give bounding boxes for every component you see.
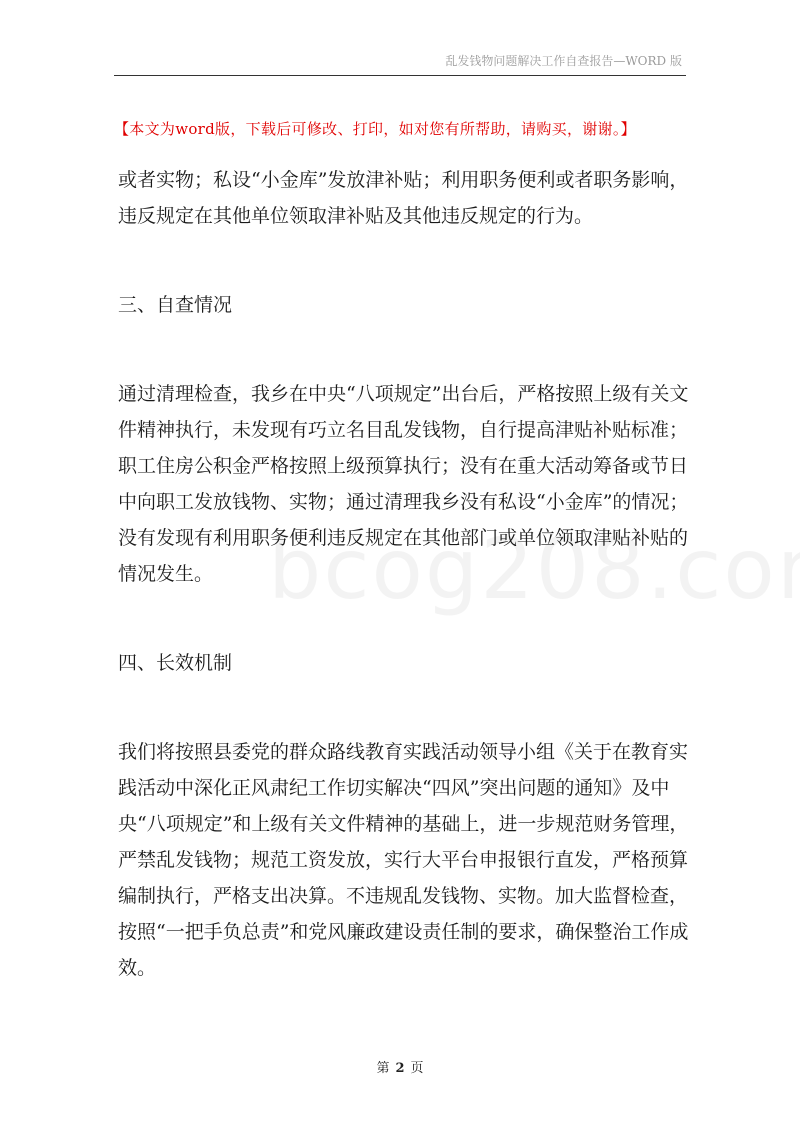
running-header: 乱发钱物问题解决工作自查报告—WORD 版 bbox=[445, 54, 682, 68]
document-body bbox=[118, 162, 690, 986]
header-divider bbox=[114, 75, 686, 76]
page-footer bbox=[0, 1057, 800, 1076]
paragraph-continuation: 或者实物；私设“小金库”发放津补贴；利用职务便利或者职务影响，违反规定在其他单位领取津补贴及其他违反规定的行为。 bbox=[118, 169, 689, 227]
page-suffix: 页 bbox=[410, 1061, 424, 1076]
page-number: 2 bbox=[395, 1061, 405, 1076]
section-heading-self-inspection: 三、自查情况 bbox=[118, 294, 233, 316]
page-prefix: 第 bbox=[376, 1061, 390, 1076]
section-heading-long-term-mechanism: 四、长效机制 bbox=[118, 652, 233, 674]
paragraph-self-inspection: 通过清理检查，我乡在中央“八项规定”出台后，严格按照上级有关文件精神执行，未发现有巧立名目乱发钱物，自行提高津贴补贴标准；职工住房公积金严格按照上级预算执行；没有在重大活动筹备或节日中向职工发放钱物、实物；通过清理我乡没有私设“小金库”的情况；没有发现有利用职务便利违反规定在其他部门或单位领取津贴补贴的情况发生。 bbox=[118, 383, 689, 585]
purchase-notice: 【本文为word版，下载后可修改、打印，如对您有所帮助，请购买，谢谢。】 bbox=[114, 120, 636, 138]
paragraph-long-term-mechanism: 我们将按照县委党的群众路线教育实践活动领导小组《关于在教育实践活动中深化正风肃纪工作切实解决“四风”突出问题的通知》及中央“八项规定”和上级有关文件精神的基础上，进一步规范财务管理，严禁乱发钱物；规范工资发放，实行大平台申报银行直发，严格预算编制执行，严格支出决算。不违规乱发钱物、实物。加大监督检查，按照“一把手负总责”和党风廉政建设责任制的要求，确保整治工作成效。 bbox=[118, 741, 689, 979]
